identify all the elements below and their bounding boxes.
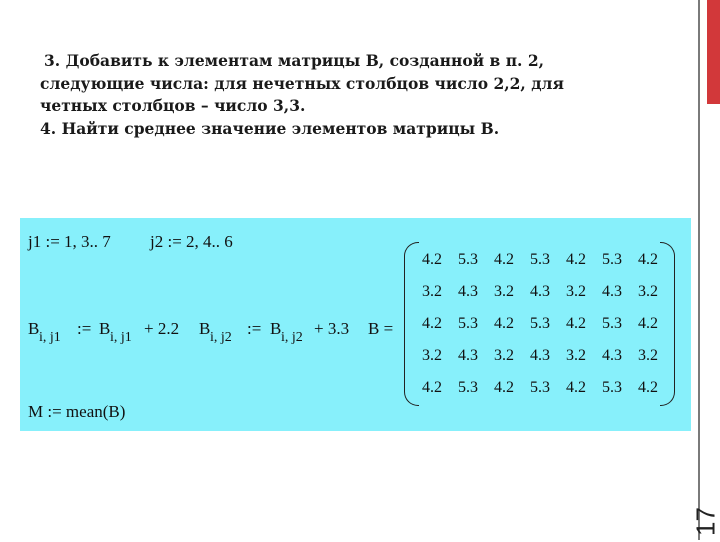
matrix-cell: 3.2	[486, 284, 522, 300]
matrix-cell: 3.2	[414, 348, 450, 364]
task-text	[40, 50, 690, 140]
matrix-cell: 3.2	[630, 284, 666, 300]
matrix-cell: 5.3	[594, 380, 630, 396]
matrix-cell: 5.3	[522, 316, 558, 332]
matrix-cell: 5.3	[450, 252, 486, 268]
matrix-cell: 4.3	[594, 348, 630, 364]
matrix-cell: 4.2	[414, 380, 450, 396]
assign2-operator: :=	[247, 320, 261, 337]
matrix-cell: 4.3	[594, 284, 630, 300]
j2-definition: j2 := 2, 4.. 6	[150, 233, 233, 250]
assign1-operator: :=	[77, 320, 91, 337]
matrix-cell: 4.3	[522, 348, 558, 364]
matrix-cell: 5.3	[594, 252, 630, 268]
matrix-cell: 4.2	[558, 252, 594, 268]
matrix-cell: 4.2	[486, 316, 522, 332]
matrix-cell: 5.3	[450, 380, 486, 396]
matrix-cell: 5.3	[522, 252, 558, 268]
matrix-cell: 4.2	[630, 316, 666, 332]
matrix-cell: 4.2	[414, 316, 450, 332]
task-line: четных столбцов – число 3,3.	[40, 95, 690, 118]
matrix-cell: 3.2	[558, 348, 594, 364]
matrix-cell: 4.2	[414, 252, 450, 268]
right-divider	[698, 0, 700, 540]
matrix-cell: 4.2	[486, 252, 522, 268]
matrix-cell: 4.2	[558, 380, 594, 396]
task-line: следующие числа: для нечетных столбцов число 2,2, для	[40, 73, 690, 96]
matrix-cell: 4.3	[522, 284, 558, 300]
matrix-cell: 4.2	[486, 380, 522, 396]
assign2-rhs-subscript: i, j2	[281, 331, 303, 345]
matrix-cell: 4.2	[630, 380, 666, 396]
assign2-lhs: B	[199, 320, 210, 337]
assign1-tail: + 2.2	[144, 320, 179, 337]
matrix-cell: 5.3	[522, 380, 558, 396]
matrix-cell: 4.3	[450, 284, 486, 300]
assign1-lhs-subscript: i, j1	[39, 331, 61, 345]
result-label: B =	[368, 320, 393, 337]
assign1-rhs-subscript: i, j1	[110, 331, 132, 345]
matrix-cell: 3.2	[414, 284, 450, 300]
matrix-cell: 3.2	[630, 348, 666, 364]
assign1-lhs: B	[28, 320, 39, 337]
page-number: 17	[691, 502, 720, 542]
assign1-rhs: B	[99, 320, 110, 337]
task-line: 4. Найти среднее значение элементов матрицы В.	[40, 118, 690, 141]
matrix-cell: 4.2	[558, 316, 594, 332]
assign2-lhs-subscript: i, j2	[210, 331, 232, 345]
matrix-cell: 5.3	[594, 316, 630, 332]
matrix-cell: 3.2	[486, 348, 522, 364]
assign2-rhs: B	[270, 320, 281, 337]
accent-tab	[707, 0, 720, 104]
matrix-cell: 5.3	[450, 316, 486, 332]
matrix-cell: 4.2	[630, 252, 666, 268]
assign2-tail: + 3.3	[314, 320, 349, 337]
matrix-cell: 3.2	[558, 284, 594, 300]
j1-definition: j1 := 1, 3.. 7	[28, 233, 111, 250]
mean-definition: M := mean(B)	[28, 403, 125, 420]
mathcad-panel	[20, 218, 691, 431]
task-line: 3. Добавить к элементам матрицы В, созданной в п. 2,	[40, 50, 690, 73]
matrix-cell: 4.3	[450, 348, 486, 364]
